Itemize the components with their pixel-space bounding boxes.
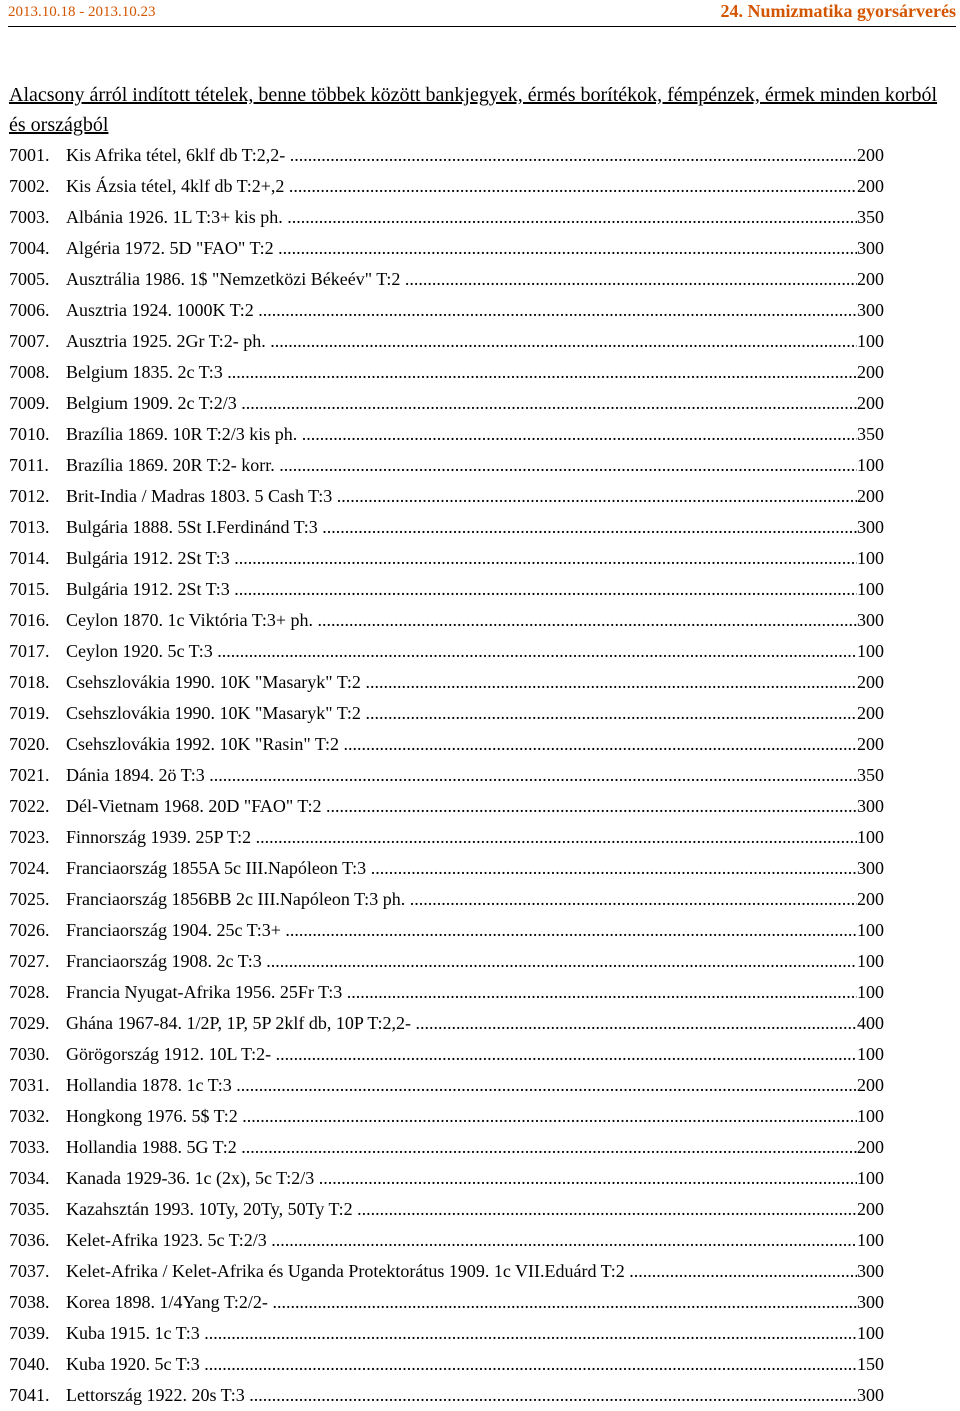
lot-starting-price: 100	[857, 951, 884, 971]
lot-row	[9, 512, 889, 543]
lot-number: 7022.	[9, 796, 50, 816]
lot-row	[9, 481, 889, 512]
page-header	[8, 0, 956, 27]
lot-starting-price: 100	[857, 1044, 884, 1064]
lot-description: Dánia 1894. 2ö T:3 .....	[66, 760, 857, 791]
lot-description: Kanada 1929-36. 1c (2x), 5c T:2/3 .....	[66, 1163, 857, 1194]
lot-starting-price: 100	[857, 455, 884, 475]
lot-row	[9, 419, 889, 450]
lot-description: Franciaország 1908. 2c T:3 .....	[66, 946, 857, 977]
lot-description: Algéria 1972. 5D "FAO" T:2 .....	[66, 233, 857, 264]
lot-description: Ghána 1967-84. 1/2P, 1P, 5P 2klf db, 10P T:2,2- .....	[66, 1008, 857, 1039]
lot-starting-price: 200	[857, 486, 884, 506]
lot-starting-price: 100	[857, 982, 884, 1002]
lot-number: 7013.	[9, 517, 50, 537]
lot-number: 7015.	[9, 579, 50, 599]
lot-description: Albánia 1926. 1L T:3+ kis ph. .....	[66, 202, 857, 233]
lot-starting-price: 200	[857, 362, 884, 382]
lot-starting-price: 200	[857, 393, 884, 413]
lot-number: 7003.	[9, 207, 50, 227]
lot-description: Franciaország 1855A 5c III.Napóleon T:3 .....	[66, 853, 857, 884]
lot-starting-price: 300	[857, 858, 884, 878]
lot-row	[9, 1008, 889, 1039]
lot-number: 7018.	[9, 672, 50, 692]
lot-row	[9, 233, 889, 264]
lot-row	[9, 1256, 889, 1287]
lot-starting-price: 150	[857, 1354, 884, 1374]
lot-number: 7028.	[9, 982, 50, 1002]
lot-row	[9, 915, 889, 946]
lot-starting-price: 100	[857, 1323, 884, 1343]
lot-description: Franciaország 1856BB 2c III.Napóleon T:3 ph. .....	[66, 884, 857, 915]
lot-number: 7040.	[9, 1354, 50, 1374]
lot-number: 7017.	[9, 641, 50, 661]
lot-starting-price: 200	[857, 1137, 884, 1157]
lot-starting-price: 100	[857, 579, 884, 599]
lot-starting-price: 200	[857, 703, 884, 723]
lot-starting-price: 200	[857, 889, 884, 909]
lot-description: Brazília 1869. 10R T:2/3 kis ph. .....	[66, 419, 857, 450]
lot-description: Dél-Vietnam 1968. 20D "FAO" T:2 .....	[66, 791, 857, 822]
lot-number: 7041.	[9, 1385, 50, 1405]
lot-row	[9, 729, 889, 760]
lot-row	[9, 1318, 889, 1349]
lot-number: 7038.	[9, 1292, 50, 1312]
lot-starting-price: 100	[857, 641, 884, 661]
lot-row	[9, 264, 889, 295]
lot-starting-price: 200	[857, 145, 884, 165]
lot-number: 7029.	[9, 1013, 50, 1033]
lot-row	[9, 698, 889, 729]
lot-starting-price: 100	[857, 920, 884, 940]
lot-number: 7031.	[9, 1075, 50, 1095]
lot-row	[9, 140, 889, 171]
lot-starting-price: 350	[857, 765, 884, 785]
lot-row	[9, 605, 889, 636]
lot-row	[9, 1132, 889, 1163]
lot-row	[9, 636, 889, 667]
lot-description: Franciaország 1904. 25c T:3+ .....	[66, 915, 857, 946]
lot-starting-price: 200	[857, 269, 884, 289]
lot-starting-price: 200	[857, 734, 884, 754]
lot-row	[9, 853, 889, 884]
lot-row	[9, 1380, 889, 1411]
lot-row	[9, 574, 889, 605]
lot-description: Belgium 1909. 2c T:2/3 .....	[66, 388, 857, 419]
lot-number: 7025.	[9, 889, 50, 909]
lot-description: Hongkong 1976. 5$ T:2 .....	[66, 1101, 857, 1132]
lot-starting-price: 300	[857, 796, 884, 816]
section-title: Alacsony árról indított tételek, benne többek között bankjegyek, érmés borítékok, fémpénzek, érmek minden korból és országból	[9, 84, 938, 136]
lot-number: 7005.	[9, 269, 50, 289]
lot-description: Brazília 1869. 20R T:2- korr. .....	[66, 450, 857, 481]
lot-starting-price: 100	[857, 827, 884, 847]
lot-number: 7020.	[9, 734, 50, 754]
lot-number: 7037.	[9, 1261, 50, 1281]
lot-description: Csehszlovákia 1990. 10K "Masaryk" T:2 .....	[66, 698, 857, 729]
lot-row	[9, 1349, 889, 1380]
lot-row	[9, 171, 889, 202]
lot-number: 7014.	[9, 548, 50, 568]
lot-number: 7008.	[9, 362, 50, 382]
lot-row	[9, 357, 889, 388]
lot-number: 7007.	[9, 331, 50, 351]
lot-row	[9, 822, 889, 853]
lot-row	[9, 760, 889, 791]
lot-starting-price: 100	[857, 548, 884, 568]
lot-number: 7039.	[9, 1323, 50, 1343]
lot-row	[9, 977, 889, 1008]
lot-row	[9, 667, 889, 698]
lot-description: Csehszlovákia 1992. 10K "Rasin" T:2 .....	[66, 729, 857, 760]
lot-number: 7012.	[9, 486, 50, 506]
lot-row	[9, 202, 889, 233]
lot-starting-price: 300	[857, 517, 884, 537]
lot-row	[9, 543, 889, 574]
lot-starting-price: 200	[857, 1075, 884, 1095]
lot-number: 7021.	[9, 765, 50, 785]
lot-starting-price: 100	[857, 1168, 884, 1188]
lot-number: 7035.	[9, 1199, 50, 1219]
lot-description: Kelet-Afrika / Kelet-Afrika és Uganda Protektorátus 1909. 1c VII.Eduárd T:2 .....	[66, 1256, 857, 1287]
lot-number: 7024.	[9, 858, 50, 878]
lot-row	[9, 295, 889, 326]
lot-description: Bulgária 1888. 5St I.Ferdinánd T:3 .....	[66, 512, 857, 543]
lot-description: Bulgária 1912. 2St T:3 .....	[66, 574, 857, 605]
lot-number: 7033.	[9, 1137, 50, 1157]
lot-description: Ausztrália 1986. 1$ "Nemzetközi Békeév" T:2 .....	[66, 264, 857, 295]
lot-starting-price: 100	[857, 1106, 884, 1126]
lot-number: 7034.	[9, 1168, 50, 1188]
auction-dates: 2013.10.18 - 2013.10.23	[8, 4, 156, 20]
lot-starting-price: 100	[857, 331, 884, 351]
lot-row	[9, 791, 889, 822]
lot-description: Hollandia 1878. 1c T:3 .....	[66, 1070, 857, 1101]
lot-row	[9, 1163, 889, 1194]
lot-number: 7010.	[9, 424, 50, 444]
auction-title: 24. Numizmatika gyorsárverés	[720, 1, 956, 21]
lot-description: Kuba 1915. 1c T:3 .....	[66, 1318, 857, 1349]
lot-row	[9, 1101, 889, 1132]
lot-row	[9, 884, 889, 915]
lot-number: 7019.	[9, 703, 50, 723]
lot-number: 7030.	[9, 1044, 50, 1064]
lot-starting-price: 300	[857, 610, 884, 630]
lot-description: Finnország 1939. 25P T:2 .....	[66, 822, 857, 853]
lot-starting-price: 300	[857, 1292, 884, 1312]
lot-description: Hollandia 1988. 5G T:2 .....	[66, 1132, 857, 1163]
lot-description: Ceylon 1870. 1c Viktória T:3+ ph. .....	[66, 605, 857, 636]
lot-description: Ceylon 1920. 5c T:3 .....	[66, 636, 857, 667]
lot-starting-price: 300	[857, 300, 884, 320]
lot-row	[9, 1194, 889, 1225]
lot-number: 7027.	[9, 951, 50, 971]
lot-starting-price: 350	[857, 424, 884, 444]
lot-description: Ausztria 1925. 2Gr T:2- ph. .....	[66, 326, 857, 357]
lot-description: Belgium 1835. 2c T:3 .....	[66, 357, 857, 388]
lot-description: Brit-India / Madras 1803. 5 Cash T:3 .....	[66, 481, 857, 512]
lot-description: Bulgária 1912. 2St T:3 .....	[66, 543, 857, 574]
lot-number: 7026.	[9, 920, 50, 940]
lot-starting-price: 200	[857, 1199, 884, 1219]
lot-starting-price: 300	[857, 238, 884, 258]
lot-description: Kis Afrika tétel, 6klf db T:2,2- .....	[66, 140, 857, 171]
lot-description: Kis Ázsia tétel, 4klf db T:2+,2 .....	[66, 171, 857, 202]
lot-number: 7001.	[9, 145, 50, 165]
lot-description: Kelet-Afrika 1923. 5c T:2/3 .....	[66, 1225, 857, 1256]
lot-description: Kazahsztán 1993. 10Ty, 20Ty, 50Ty T:2 .....	[66, 1194, 857, 1225]
lot-description: Korea 1898. 1/4Yang T:2/2- .....	[66, 1287, 857, 1318]
lot-starting-price: 200	[857, 672, 884, 692]
lot-row	[9, 1070, 889, 1101]
lot-description: Ausztria 1924. 1000K T:2 .....	[66, 295, 857, 326]
lot-description: Lettország 1922. 20s T:3 .....	[66, 1380, 857, 1411]
lot-list	[9, 140, 889, 1411]
lot-number: 7004.	[9, 238, 50, 258]
lot-starting-price: 350	[857, 207, 884, 227]
lot-starting-price: 200	[857, 176, 884, 196]
lot-row	[9, 1287, 889, 1318]
lot-description: Görögország 1912. 10L T:2- .....	[66, 1039, 857, 1070]
lot-row	[9, 450, 889, 481]
lot-row	[9, 946, 889, 977]
lot-starting-price: 300	[857, 1261, 884, 1281]
lot-number: 7016.	[9, 610, 50, 630]
lot-description: Csehszlovákia 1990. 10K "Masaryk" T:2 .....	[66, 667, 857, 698]
lot-row	[9, 1039, 889, 1070]
lot-row	[9, 326, 889, 357]
lot-number: 7011.	[9, 455, 49, 475]
lot-description: Francia Nyugat-Afrika 1956. 25Fr T:3 .....	[66, 977, 857, 1008]
lot-starting-price: 300	[857, 1385, 884, 1405]
lot-number: 7006.	[9, 300, 50, 320]
lot-row	[9, 1225, 889, 1256]
lot-starting-price: 400	[857, 1013, 884, 1033]
lot-number: 7036.	[9, 1230, 50, 1250]
lot-number: 7023.	[9, 827, 50, 847]
lot-row	[9, 388, 889, 419]
lot-number: 7032.	[9, 1106, 50, 1126]
lot-starting-price: 100	[857, 1230, 884, 1250]
lot-description: Kuba 1920. 5c T:3 .....	[66, 1349, 857, 1380]
lot-number: 7009.	[9, 393, 50, 413]
lot-number: 7002.	[9, 176, 50, 196]
